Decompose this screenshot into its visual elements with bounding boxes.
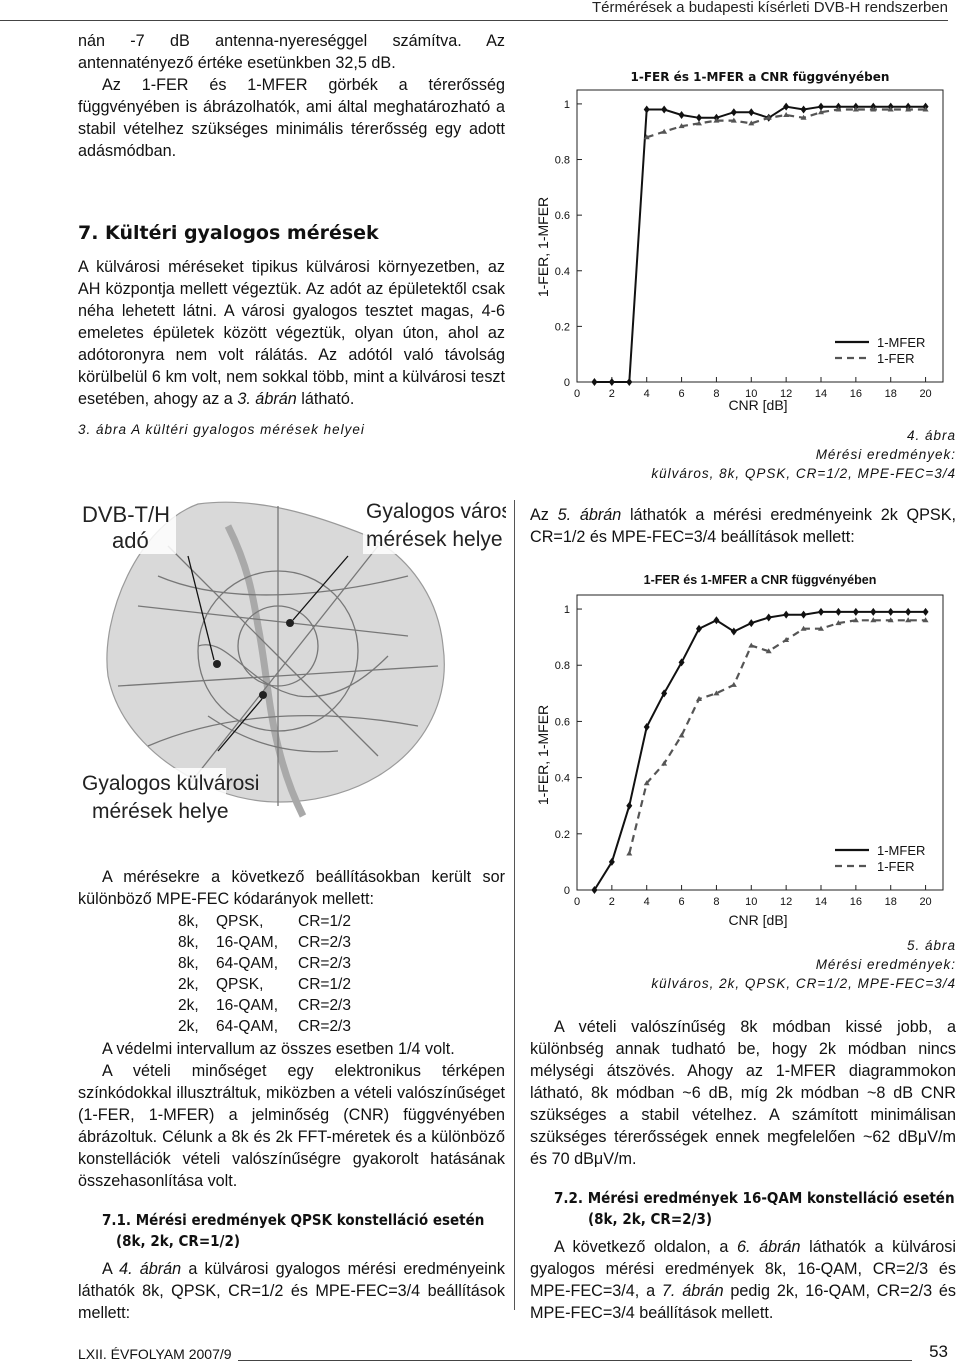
sub71-text: A	[102, 1260, 120, 1278]
figure-3-map	[78, 486, 506, 830]
x-tick-label: 12	[780, 896, 793, 908]
map-label-tx-line2: adó	[112, 528, 149, 553]
x-tick-label: 0	[573, 388, 581, 400]
x-tick-label: 4	[643, 388, 650, 400]
figure-4-svg	[530, 62, 956, 422]
figure-ref-4: 4. ábrán	[119, 1260, 182, 1278]
quality-paragraph: A vételi minőséget egy elektronikus térképen színkódokkal illusztráltuk, miközben a vételi valószínűséget (1-FER, 1-MFER) a jelminőség (CNR) függvényében ábrázoltuk. Célunk a 8k és 2k FFT-méretek és a különböző konstellációk vételi valószínűségre gyakorolt hatásának összehasonlítása volt.	[78, 1062, 505, 1190]
settings-section	[78, 866, 505, 910]
running-header-title: Térmérések a budapesti kísérleti DVB-H rendszerben	[592, 0, 948, 16]
sub72-text: A következő oldalon, a	[554, 1238, 737, 1256]
analysis-paragraph: A vételi valószínűség 8k módban kissé jobb, a különbség annak tudható be, hogy 2k módban nincs mélységi átszövés. Ahogy az 1-MFER diagrammokon látható, 8k módban ~6 dB, míg 2k módban ~8 dB CNR szükséges a stabil vételhez. A számított minimálisan szükséges térerősségek ennek megfelelően ~62 dBμV/m és 70 dBμV/m.	[530, 1018, 956, 1168]
y-tick-label: 1	[563, 98, 570, 111]
intro-text	[78, 30, 505, 162]
map-label-suburb-line1: Gyalogos külvárosi	[82, 772, 260, 795]
section-7-paragraph	[78, 256, 505, 410]
city-site-marker	[286, 619, 294, 627]
quality-section	[78, 1038, 505, 1324]
x-tick-label: 0	[573, 896, 581, 908]
suburban-site-marker	[259, 691, 267, 699]
sub72-text-end: pedig 2k, 16-QAM, CR=2/3 és MPE-FEC=3/4 beállítások mellett.	[530, 1282, 956, 1322]
x-tick-label: 8	[713, 388, 720, 400]
x-tick-label: 8	[713, 896, 720, 908]
x-tick-label: 2	[608, 388, 615, 400]
x-tick-label: 10	[745, 896, 758, 908]
settings-list	[178, 911, 351, 1037]
y-tick-label: 0	[563, 377, 570, 389]
figure-5-chart	[530, 565, 956, 931]
settings-row: 2k, QPSK, CR=1/2	[178, 976, 351, 993]
x-tick-label: 20	[919, 388, 932, 400]
figure-ref-3: 3. ábrán	[237, 390, 297, 408]
map-label-tx-line1: DVB-T/H	[82, 502, 170, 527]
figure-5-caption-line2: Mérési eredmények:	[815, 957, 956, 972]
subsection-7-1-title	[78, 1210, 505, 1252]
x-tick-label: 16	[849, 896, 862, 908]
y-axis-label: 1-FER, 1-MFER	[535, 196, 551, 298]
legend-label: 1-MFER	[877, 335, 926, 350]
x-axis-label: CNR [dB]	[728, 397, 788, 413]
figure-4-caption-line1: 4. ábra	[906, 428, 956, 443]
section-7-text: A külvárosi méréseket tipikus külvárosi környezetben, az AH központja mellett végeztük. Az adót az épületektől csak néha lehetett látni. A városi gyalogos tesztet magas, 4-6 emeletes épületek között végeztük, olyan úton, ahol az adótoronyra nem volt rálátás. Az adótól való távolság körülbelül 6 km volt, nem sokkal több, mint a külvárosi teszt esetében, ahogy az a	[78, 258, 505, 408]
figure-4-caption	[530, 426, 956, 483]
figure-5-caption-line3: külváros, 2k, QPSK, CR=1/2, MPE-FEC=3/4	[651, 976, 956, 991]
y-tick-label: 0.2	[554, 321, 570, 334]
subsection-7-1-title-line1: 7.1. Mérési eredmények QPSK konstelláció esetén	[102, 1211, 485, 1229]
figure-4-chart	[530, 62, 956, 422]
x-tick-label: 18	[884, 896, 897, 908]
settings-row: 8k, 16-QAM, CR=2/3	[178, 934, 351, 951]
settings-row: 8k, 64-QAM, CR=2/3	[178, 955, 351, 972]
figure-5-caption-line1: 5. ábra	[906, 938, 956, 953]
figure-3-caption: 3. ábra A kültéri gyalogos mérések helyei	[78, 422, 365, 437]
figure-5-svg	[530, 565, 956, 931]
x-tick-label: 18	[884, 388, 897, 400]
figure-ref-7: 7. ábrán	[661, 1282, 724, 1300]
y-tick-label: 0.6	[554, 210, 570, 223]
x-tick-label: 20	[919, 896, 932, 908]
settings-row: 2k, 64-QAM, CR=2/3	[178, 1018, 351, 1035]
footer-rule	[238, 1360, 912, 1361]
y-tick-label: 0.2	[554, 828, 570, 841]
chart-title: 1-FER és 1-MFER a CNR függvényében	[643, 573, 877, 587]
y-tick-label: 1	[563, 604, 570, 617]
figure-ref-6: 6. ábrán	[737, 1238, 801, 1256]
subsection-7-1-paragraph	[78, 1258, 505, 1324]
subsection-7-2-title	[530, 1188, 956, 1230]
settings-row: 8k, QPSK, CR=1/2	[178, 913, 351, 930]
section-7	[78, 222, 505, 439]
legend-label: 1-MFER	[877, 843, 926, 858]
y-tick-label: 0.8	[554, 154, 570, 167]
analysis-section	[530, 1016, 956, 1324]
figure-4-caption-line2: Mérési eredmények:	[815, 447, 956, 462]
x-tick-label: 2	[608, 896, 615, 908]
subsection-7-2-paragraph	[530, 1236, 956, 1324]
subsection-7-2-title-line1: 7.2. Mérési eredmények 16-QAM konstelláció esetén	[554, 1189, 955, 1207]
legend-label: 1-FER	[877, 859, 915, 874]
x-axis-label: CNR [dB]	[728, 912, 788, 928]
settings-intro: A mérésekre a következő beállításokban került sor különböző MPE-FEC kódarányok mellett:	[78, 868, 505, 908]
transmitter-marker	[213, 660, 221, 668]
y-tick-label: 0	[563, 885, 570, 897]
figure-5-intro	[530, 504, 956, 548]
y-tick-label: 0.4	[554, 265, 570, 278]
x-tick-label: 6	[678, 896, 685, 908]
figure-4-caption-line3: külváros, 8k, QPSK, CR=1/2, MPE-FEC=3/4	[651, 466, 956, 481]
map-label-suburb-line2: mérések helye	[92, 800, 229, 823]
intro-paragraph: nán -7 dB antenna-nyereséggel számítva. Az antennatényező értéke esetünkben 32,5 dB.	[78, 32, 505, 72]
y-axis-label: 1-FER, 1-MFER	[535, 704, 551, 806]
running-header	[0, 0, 948, 21]
fig5-intro-text: Az	[530, 506, 558, 524]
map-label-city-line2: mérések helye	[366, 528, 503, 551]
x-tick-label: 14	[814, 388, 828, 400]
figure-ref-5: 5. ábrán	[557, 506, 622, 524]
y-tick-label: 0.8	[554, 660, 570, 673]
fig5-intro-text-end: láthatók a mérési eredményeink 2k QPSK, CR=1/2 és MPE-FEC=3/4 beállítások mellett:	[530, 506, 957, 546]
y-tick-label: 0.6	[554, 716, 570, 729]
subsection-7-2-title-line2: (8k, 2k, CR=2/3)	[588, 1210, 713, 1228]
guard-paragraph: A védelmi intervallum az összes esetben 1/4 volt.	[102, 1040, 455, 1058]
x-tick-label: 12	[780, 388, 793, 400]
section-7-title: 7. Kültéri gyalogos mérések	[78, 222, 379, 244]
figure-5-intro-paragraph	[530, 504, 956, 548]
page-number: 53	[929, 1342, 948, 1361]
intro-paragraph-2: Az 1-FER és 1-MFER görbék a térerősség függvényében is ábrázolhatók, ami által meghatározható a stabil vételhez szükséges minimális térerősség egy adott adásmódban.	[78, 76, 505, 160]
subsection-7-1-title-line2: (8k, 2k, CR=1/2)	[116, 1232, 241, 1250]
footer-journal: LXII. ÉVFOLYAM 2007/9	[78, 1346, 232, 1362]
sub72-text-mid: láthatók a külvárosi gyalogos mérési eredmények 8k, 16-QAM, CR=2/3 és MPE-FEC=3/4, a	[530, 1238, 956, 1300]
x-tick-label: 4	[643, 896, 650, 908]
figure-5-caption	[530, 936, 956, 993]
sub71-text-end: a külvárosi gyalogos mérési eredményeink láthatók 8k, QPSK, CR=1/2 és MPE-FEC=3/4 beállítások mellett:	[78, 1260, 505, 1322]
x-tick-label: 6	[678, 388, 685, 400]
legend-label: 1-FER	[877, 351, 915, 366]
x-tick-label: 16	[849, 388, 862, 400]
budapest-map	[78, 486, 506, 830]
section-7-text-end: látható.	[296, 390, 355, 408]
x-tick-label: 14	[814, 896, 828, 908]
y-tick-label: 0.4	[554, 772, 570, 785]
map-label-city-line1: Gyalogos városi	[366, 500, 506, 523]
x-tick-label: 10	[745, 388, 758, 400]
settings-row: 2k, 16-QAM, CR=2/3	[178, 997, 351, 1014]
column-rule	[514, 500, 515, 1310]
chart-title: 1-FER és 1-MFER a CNR függvényében	[630, 70, 890, 84]
